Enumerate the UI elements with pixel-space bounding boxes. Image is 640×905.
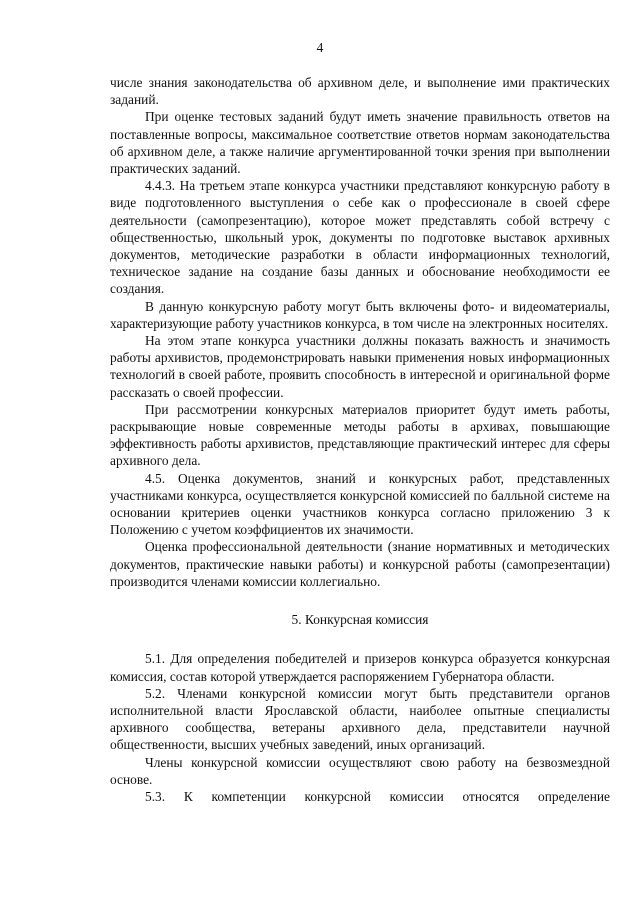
paragraph: 4.5. Оценка документов, знаний и конкурсных работ, представленных участниками конкурса, осуществляется конкурсной комиссией по балльной системе на основании критериев оценки участников конкурса согласно приложению 3 к Положению с учетом коэффициентов их значимости. xyxy=(110,470,610,538)
paragraph: При оценке тестовых заданий будут иметь значение правильность ответов на поставленные вопросы, максимальное соответствие ответов нормам законодательства об архивном деле, а также наличие аргументированной точки зрения при выполнении практических заданий. xyxy=(110,109,610,177)
paragraph: Оценка профессиональной деятельности (знание нормативных и методических документов, практические навыки работы) и конкурсной работы (самопрезентации) производится членами комиссии коллегиально. xyxy=(110,539,610,589)
paragraph: 4.4.3. На третьем этапе конкурса участники представляют конкурсную работу в виде подготовленного выступления о себе как о профессионале в своей сфере деятельности (самопрезентацию), которое может представлять собой встречу с общественностью, школьный урок, документы по подготовке выставок архивных документов, методические разработки в области информационных технологий, техническое задание на создание базы данных и обоснование необходимости ее создания. xyxy=(110,178,610,297)
paragraph: числе знания законодательства об архивном деле, и выполнение ими практических заданий. xyxy=(110,75,610,108)
paragraph: 5.1. Для определения победителей и призеров конкурса образуется конкурсная комиссия, состав которой утверждается распоряжением Губернатора области. xyxy=(110,651,610,684)
section-heading: 5. Конкурсная комиссия xyxy=(291,612,429,628)
paragraph: При рассмотрении конкурсных материалов приоритет будут иметь работы, раскрывающие новые современные методы работы в архивах, повышающие эффективность работы архивистов, представляющие практический интерес для сферы архивного дела. xyxy=(110,401,610,469)
body-text-before xyxy=(110,74,610,590)
paragraph: В данную конкурсную работу могут быть включены фото- и видеоматериалы, характеризующие работу участников конкурса, в том числе на электронных носителях. xyxy=(110,298,610,331)
body-text-after xyxy=(110,650,610,805)
paragraph: 5.2. Членами конкурсной комиссии могут быть представители органов исполнительной власти Ярославской области, наиболее опытные специалисты архивного сообщества, ветераны архивного дела, представители научной общественности, высших учебных заведений, иных организаций. xyxy=(110,685,610,753)
paragraph: Члены конкурсной комиссии осуществляют свою работу на безвозмездной основе. xyxy=(110,754,610,787)
page-number: 4 xyxy=(316,40,324,55)
paragraph: На этом этапе конкурса участники должны показать важность и значимость работы архивистов, продемонстрировать навыки применения новых информационных технологий в своей работе, проявить способность в интересной и оригинальной форме рассказать о своей профессии. xyxy=(110,333,610,400)
paragraph: 5.3. К компетенции конкурсной комиссии относятся определение xyxy=(145,788,610,804)
